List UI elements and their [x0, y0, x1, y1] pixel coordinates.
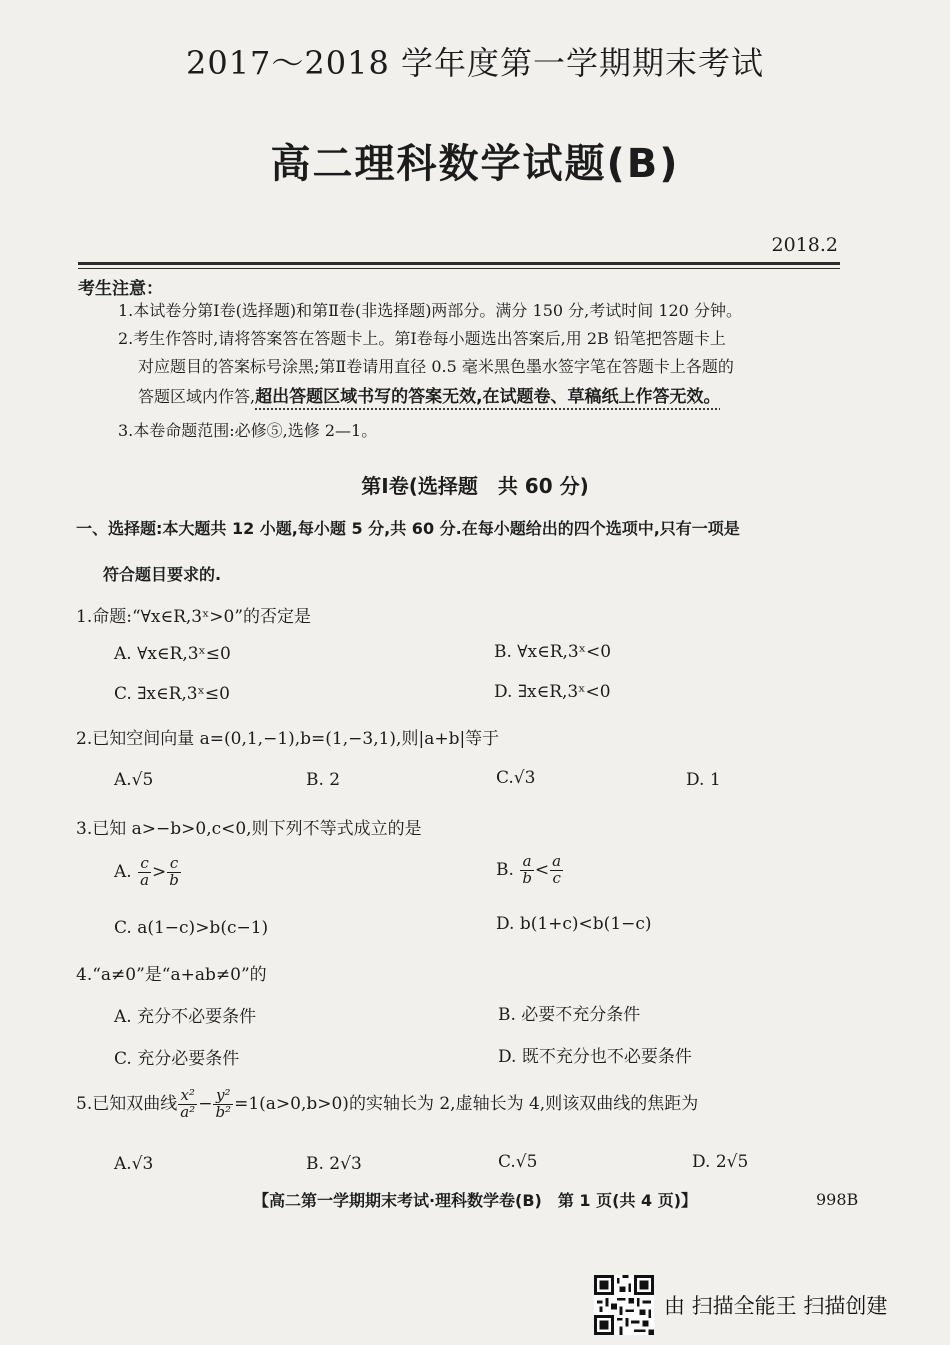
notice-item-2-line-1: 2.考生作答时,请将答案答在答题卡上。第Ⅰ卷每小题选出答案后,用 2B 铅笔把答题卡上: [118, 329, 726, 348]
denominator: a: [140, 870, 150, 889]
header-divider-thin: [78, 268, 840, 269]
notice-item-2-line-2: 对应题目的答案标号涂黑;第Ⅱ卷请用直径 0.5 毫米黑色墨水签字笔在答题卡上各题的: [138, 357, 734, 376]
fraction: [138, 856, 151, 889]
numerator: a: [520, 854, 534, 871]
fraction: [520, 854, 534, 887]
exam-title: 2017～2018 学年度第一学期期末考试: [185, 44, 765, 82]
question-3-option-b: [496, 854, 564, 887]
notice-title: 考生注意：: [78, 279, 163, 299]
question-2-option-d: D. 1: [686, 770, 721, 790]
question-1-option-a: A. ∀x∈R,3ˣ≤0: [114, 644, 231, 664]
section-title: 第Ⅰ卷(选择题 共 60 分): [361, 474, 589, 498]
question-2-stem: 2.已知空间向量 a=(0,1,−1),b=(1,−3,1),则|a+b|等于: [76, 729, 500, 749]
question-1-stem: 1.命题:“∀x∈R,3ˣ>0”的否定是: [76, 607, 312, 627]
denominator: b²: [215, 1102, 232, 1121]
fraction: [550, 854, 563, 887]
notice-emphasis: 超出答题区域书写的答案无效,在试题卷、草稿纸上作答无效。: [255, 387, 721, 407]
question-2-option-c: C.√3: [496, 768, 536, 788]
denominator: b: [169, 870, 179, 889]
numerator: a: [552, 852, 562, 870]
question-1-option-d: D. ∃x∈R,3ˣ<0: [494, 682, 611, 702]
part-instructions-line-2: 符合题目要求的.: [103, 565, 222, 584]
question-2-option-b: B. 2: [306, 770, 341, 790]
header-divider-thick: [78, 262, 840, 265]
part-instructions-line-1: 一、选择题:本大题共 12 小题,每小题 5 分,共 60 分.在每小题给出的四个选项中,只有一项是: [76, 519, 740, 538]
question-3-option-d: D. b(1+c)<b(1−c): [496, 914, 652, 934]
question-4-option-b: B. 必要不充分条件: [498, 1005, 641, 1025]
notice-item-2-line-3: [138, 382, 721, 407]
qr-code-icon: [594, 1275, 654, 1335]
notice-item-3: 3.本卷命题范围:必修⑤,选修 2—1。: [118, 421, 378, 440]
numerator: c: [138, 856, 151, 873]
paper-code: 998B: [816, 1190, 859, 1209]
denominator: a²: [180, 1102, 196, 1121]
scanner-watermark: 由 扫描全能王 扫描创建: [664, 1294, 888, 1318]
question-2-option-a: A.√5: [114, 770, 154, 790]
fraction: [178, 1088, 197, 1121]
question-3-option-a: [114, 856, 182, 889]
question-3-stem: 3.已知 a>−b>0,c<0,则下列不等式成立的是: [76, 819, 422, 839]
page-footer: 【高二第一学期期末考试·理科数学卷(B) 第 1 页(共 4 页)】: [252, 1191, 698, 1210]
question-5-stem: [76, 1088, 698, 1121]
minus-sign: −: [198, 1093, 213, 1114]
option-letter: A.: [114, 861, 132, 882]
denominator: c: [552, 868, 561, 887]
question-1-option-c: C. ∃x∈R,3ˣ≤0: [114, 684, 230, 704]
option-letter: B.: [496, 859, 514, 880]
question-4-stem: 4.“a≠0”是“a+ab≠0”的: [76, 965, 267, 985]
question-5-stem-suffix: =1(a>0,b>0)的实轴长为 2,虚轴长为 4,则该双曲线的焦距为: [234, 1093, 699, 1114]
exam-date: 2018.2: [771, 234, 838, 256]
question-5-option-b: B. 2√3: [306, 1154, 362, 1174]
relation: >: [152, 861, 167, 882]
question-4-option-a: A. 充分不必要条件: [114, 1007, 257, 1027]
question-5-option-c: C.√5: [498, 1152, 538, 1172]
paper-title: 高二理科数学试题(B): [270, 141, 680, 187]
notice-item-1: 1.本试卷分第Ⅰ卷(选择题)和第Ⅱ卷(非选择题)两部分。满分 150 分,考试时间 120 分钟。: [118, 301, 742, 320]
question-5-option-d: D. 2√5: [692, 1152, 749, 1172]
question-3-option-c: C. a(1−c)>b(c−1): [114, 918, 269, 938]
notice-item-2-line-3-text: 答题区域内作答,: [138, 387, 256, 406]
question-5-stem-prefix: 5.已知双曲线: [76, 1093, 178, 1114]
question-1-option-b: B. ∀x∈R,3ˣ<0: [494, 642, 612, 662]
question-4-option-c: C. 充分必要条件: [114, 1049, 240, 1069]
question-4-option-d: D. 既不充分也不必要条件: [498, 1047, 692, 1067]
fraction: [213, 1088, 233, 1121]
numerator: y²: [213, 1088, 233, 1105]
fraction: [167, 856, 181, 889]
relation: <: [534, 859, 550, 880]
numerator: c: [167, 856, 181, 873]
numerator: x²: [178, 1088, 197, 1105]
denominator: b: [522, 868, 532, 887]
question-5-option-a: A.√3: [114, 1154, 154, 1174]
